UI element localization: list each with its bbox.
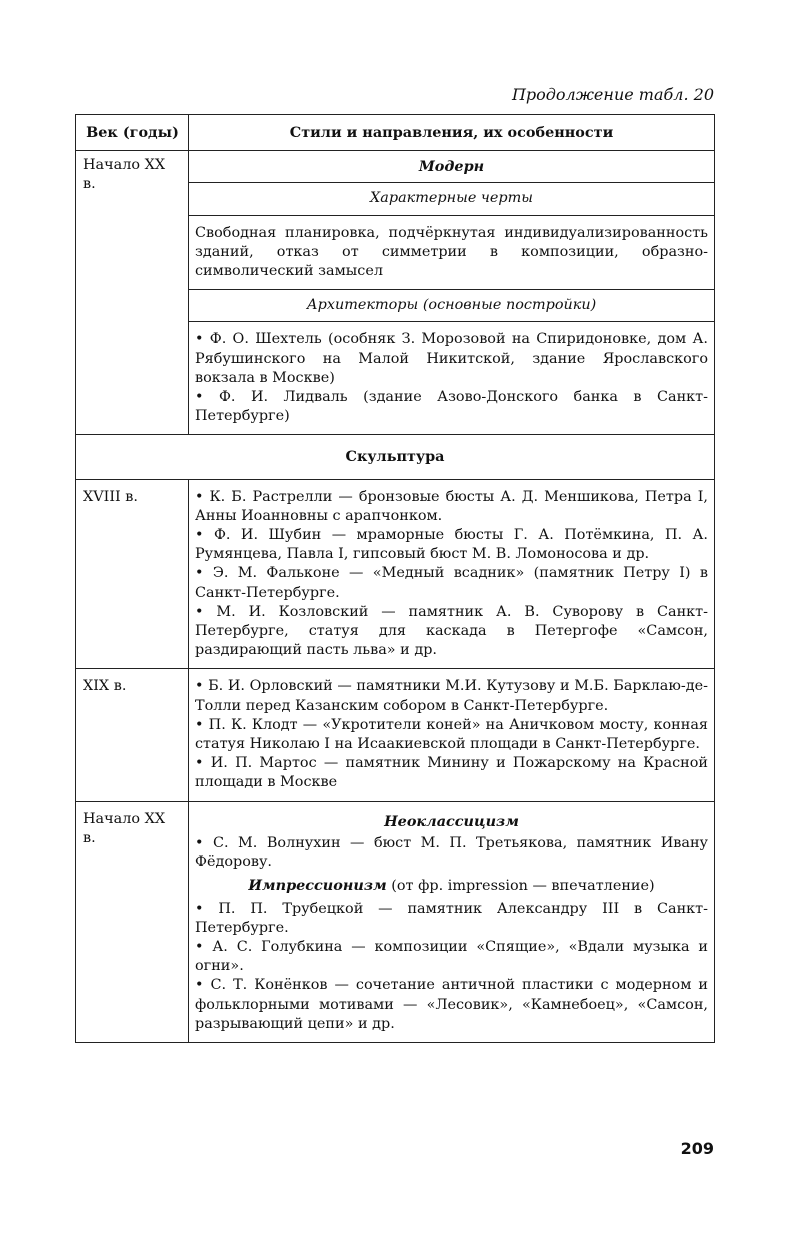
table-caption: Продолжение табл. 20 [511, 85, 714, 104]
impressionism-heading [195, 876, 708, 896]
sculpture-title: Скульптура [76, 435, 715, 479]
list-item: • А. С. Голубкина — композиции «Спящие», «Вдали музыка и огни». [195, 938, 708, 975]
impressionism-title: Импрессионизм [248, 877, 387, 895]
list-item: • И. П. Мартос — памятник Минину и Пожарскому на Красной площади в Москве [195, 755, 708, 791]
modern-title: Модерн [189, 151, 715, 183]
sculpture-20-list [189, 801, 715, 1042]
table-header-row [76, 115, 715, 151]
list-item: • С. Т. Конёнков — сочетание античной пластики с модерном и фольклорными мотивами — «Лесовик», «Камнебоец», «Самсон, разрывающий цепи» и др. [195, 977, 708, 1032]
list-item: • П. П. Трубецкой — памятник Александру III в Санкт-Петербурге. [195, 900, 708, 936]
styles-table [75, 114, 715, 1043]
period-modern: Начало XX в. [76, 151, 189, 435]
impressionism-note: (от фр. impression — впечатление) [386, 878, 655, 895]
features-title: Характерные черты [189, 183, 715, 215]
header-styles: Стили и направления, их особенности [189, 115, 715, 151]
sculpture-19-list [189, 669, 715, 801]
period-20: Начало XX в. [76, 801, 189, 1042]
period-19: XIX в. [76, 669, 189, 801]
architects-list [189, 322, 715, 435]
list-item: • М. И. Козловский — памятник А. В. Суворову в Санкт-Петербурге, статуя для каскада в Петергофе «Самсон, раздирающий пасть льва» и др. [195, 603, 708, 659]
list-item: • К. Б. Растрелли — бронзовые бюсты А. Д. Меншикова, Петра I, Анны Иоанновны с арапчонком. [195, 488, 708, 524]
list-item: • П. К. Клодт — «Укротители коней» на Аничковом мосту, конная статуя Николаю I на Исаакиевской площади в Санкт-Петербурге. [195, 716, 708, 753]
list-item: • Ф. И. Шубин — мраморные бюсты Г. А. Потёмкина, П. А. Румянцева, Павла I, гипсовый бюст М. В. Ломоносова и др. [195, 527, 708, 563]
architects-title: Архитекторы (основные постройки) [189, 290, 715, 322]
table-row [76, 801, 715, 1042]
header-period: Век (годы) [76, 115, 189, 151]
table-row [76, 151, 715, 183]
features-text: Свободная планировка, подчёркнутая индивидуализированность зданий, отказ от симметрии в композиции, образно-символический замысел [189, 215, 715, 290]
list-item: • Ф. О. Шехтель (особняк З. Морозовой на Спиридоновке, дом А. Рябушинского на Малой Никитской, здание Ярославского вокзала в Москве) [195, 331, 708, 386]
table-row [76, 435, 715, 479]
table-row [76, 669, 715, 801]
sculpture-18-list [189, 479, 715, 669]
list-item: • Э. М. Фальконе — «Медный всадник» (памятник Петру I) в Санкт-Петербурге. [195, 565, 708, 601]
list-item: • Б. И. Орловский — памятники М.И. Кутузову и М.Б. Барклаю-де-Толли перед Казанским собором в Санкт-Петербурге. [195, 678, 708, 714]
page-number: 209 [680, 1139, 714, 1158]
table-row [76, 479, 715, 669]
neoclassicism-title: Неоклассицизм [384, 812, 519, 830]
period-18: XVIII в. [76, 479, 189, 669]
list-item: • Ф. И. Лидваль (здание Азово-Донского банка в Санкт-Петербурге) [195, 389, 708, 425]
list-item: • С. М. Волнухин — бюст М. П. Третьякова, памятник Ивану Фёдорову. [195, 834, 708, 871]
